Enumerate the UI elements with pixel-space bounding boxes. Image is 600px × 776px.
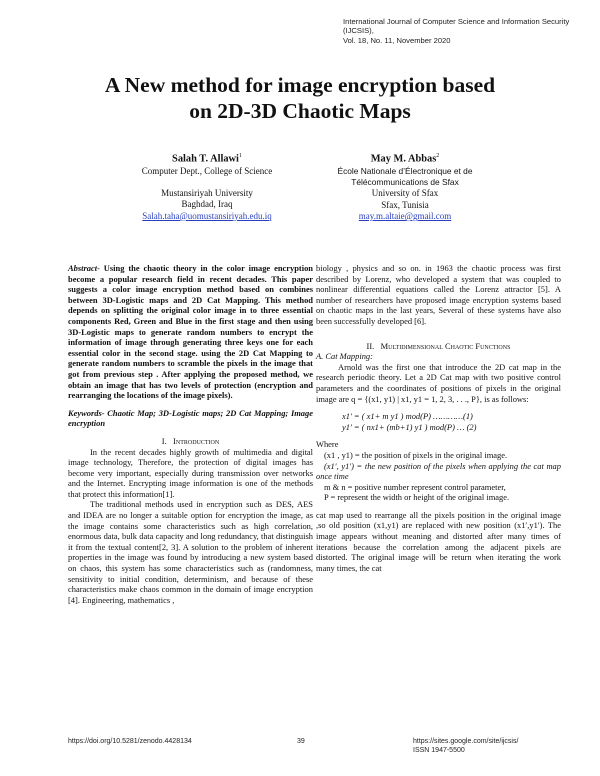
keywords-text: Chaotic Map; 3D-Logistic maps; 2D Cat Mapping; Image encryption — [68, 407, 313, 429]
author-2-email-link[interactable]: may.m.altaie@gmail.com — [358, 211, 452, 222]
journal-name: International Journal of Computer Science and Information Security (IJCSIS), — [343, 17, 570, 36]
definition-4: P = represent the width or height of the original image. — [324, 492, 510, 503]
definition-3: m & n = positive number represent control parameter, — [324, 481, 506, 492]
author-2-block — [305, 150, 505, 222]
author-2-city: Sfax, Tunisia — [381, 199, 429, 210]
author-2-superscript: 2 — [436, 153, 440, 159]
footer-page-number: 39 — [297, 738, 305, 745]
definition-1: (x1 , y1) = the position of pixels in the original image. — [324, 449, 508, 460]
section-heading-chaotic-functions — [316, 341, 561, 352]
abstract-text: Using the chaotic theory in the color image encryption become a popular research field in recent decades. This paper suggests a color image encryption method based on combines between 3D-Logistic maps and 2D Cat Mapping. This method depends on splitting the original color image in to three essential components Red, Green and Blue in the first stage and then using 3D-Logistic maps to generate random numbers to encrypt the information of image through generating three keys one for each essential color in the second stage. using the 2D Cat Mapping to generate random numbers to scramble the pixels in the image that got from previous step . After applying the proposed method, we obtain an image that has two levels of protection (encryption and rearranging the locations of the image pixels). — [68, 263, 313, 401]
footer-site-link[interactable]: https://sites.google.com/site/ijcsis/ — [413, 738, 519, 745]
title-line-2: on 2D-3D Chaotic Maps — [189, 99, 411, 123]
section-1-number: I. — [161, 435, 167, 446]
keywords-label: Keywords- — [68, 407, 105, 418]
left-column — [68, 263, 313, 605]
equation-2: y1′ = ( nx1+ (mb+1) y1 ) mod(P) … (2) — [342, 421, 477, 432]
intro-paragraph-2: The traditional methods used in encryption such as DES, AES and IDEA are no longer a suitable option for encryption the image, as the image contains some characteristics such as high correlation, enormous data, bulk data capacity and long redundancy, that distinguish it from the textual content[2, 3]. A solution to the problem of inherent properties in the image was found by introducing a new system based on chaos, this system has some characteristics such as (randomness, sensitivity to initial condition, determinism, and because of these characteristics make chaos common in the domain of image encryption [4]. Engineering, mathematics , — [68, 499, 313, 605]
abstract-label: Abstract- — [68, 263, 100, 273]
abstract — [68, 263, 313, 401]
intro-paragraph-1: In the recent decades highly growth of multimedia and digital image technology, Therefore, the protection of digital images has become very important, especially during transmission over networks and the Internet. Encrypting image information is one of the methods that protect this information[1]. — [68, 446, 313, 499]
keywords — [68, 408, 313, 429]
author-2-university: University of Sfax — [371, 188, 439, 199]
author-1-university: Mustansiriyah University — [161, 188, 253, 199]
journal-header — [343, 17, 593, 45]
author-2-school-line-1: École Nationale d’Électronique et de — [337, 165, 473, 176]
cat-map-paragraph: Arnold was the first one that introduce the 2D cat map in the research periodic theory. Let a 2D Cat map with two positive control parameters and the coordinates of positions of pixels in the original image are q = {(x1, y1) | x1, y1 = 1, 2, 3, . . ., P}, is as follows: — [316, 361, 561, 404]
footer-issn: ISSN 1947-5500 — [413, 747, 465, 754]
author-1-superscript: 1 — [238, 153, 242, 159]
author-1-city: Baghdad, Iraq — [181, 199, 233, 210]
footer-doi[interactable]: https://doi.org/10.5281/zenodo.4428134 — [68, 738, 192, 745]
subsection-cat-mapping: A. Cat Mapping: — [316, 351, 373, 362]
author-1-dept: Computer Dept., College of Science — [141, 165, 273, 176]
author-2-name: May M. Abbas$^2$ — [370, 153, 440, 165]
definition-2: (x1′, y1′) = the new position of the pixels when applying the cat map once time — [316, 460, 561, 482]
equation-1: x1′ = ( x1+ m y1 ) mod(P) …………(1) — [342, 411, 473, 422]
title-line-1: A New method for image encryption based — [104, 73, 496, 97]
section-heading-introduction — [68, 436, 313, 447]
where-label: Where — [316, 439, 339, 450]
journal-volume: Vol. 18, No. 11, November 2020 — [343, 35, 451, 45]
author-2-school-line-2: Télécommunications de Sfax — [351, 177, 459, 188]
section-2-number: II. — [366, 340, 375, 351]
cat-map-paragraph-2: cat map used to rearrange all the pixels position in the original image ,so old position (x1,y1) are replaced with new position (x1′,y1′). The image appears without meaning and distorted after many times of iterations because the correlation among the adjacent pixels are distorted. The original image will be return when iterating the work many times, the cat — [316, 509, 561, 573]
author-1-email-link[interactable]: Salah.taha@uomustansiriyah.edu.iq — [142, 210, 272, 221]
footer-site — [413, 737, 518, 755]
right-paragraph-1: biology , physics and so on. in 1963 the chaotic process was first described by Lorenz, who developed a system that was coupled to nonlinear differential equations called the Lorenz attractor [5]. A number of researchers have proposed image encryption systems based on chaotic maps in the last years, Several of these systems have also been successfully developed [6]. — [316, 263, 561, 326]
author-1-name: Salah T. Allawi$^1$ — [172, 153, 242, 165]
author-1-block — [112, 150, 302, 222]
paper-title — [40, 72, 560, 124]
right-column — [316, 263, 561, 573]
section-2-title: Multidimensional Chaotic Functions — [380, 340, 511, 351]
section-1-title: Introduction — [173, 435, 220, 446]
